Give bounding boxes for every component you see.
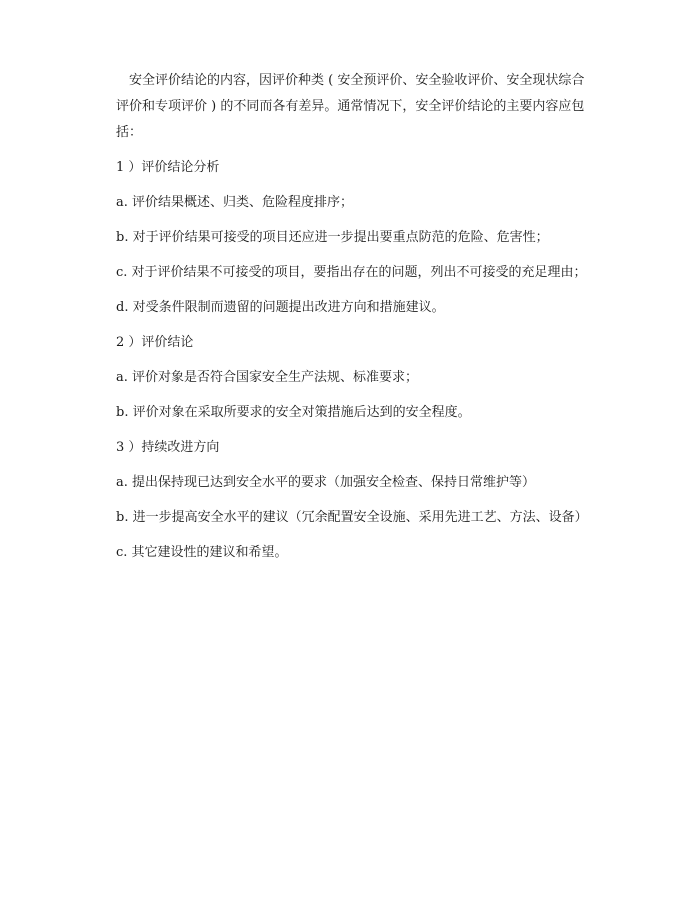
intro-paragraph: 安全评价结论的内容，因评价种类 ( 安全预评价、安全验收评价、安全现状综合评价和专项评价 ) 的不同而各有差异。通常情况下，安全评价结论的主要内容应包括： — [116, 73, 585, 140]
list-item: a. 评价结果概述、归类、危险程度排序； — [116, 195, 354, 210]
list-item: a. 评价对象是否符合国家安全生产法规、标准要求； — [116, 370, 419, 385]
section-heading-3: 3 ）持续改进方向 — [116, 440, 220, 455]
document-body — [116, 68, 592, 566]
list-item: b. 进一步提高安全水平的建议（冗余配置安全设施、采用先进工艺、方法、设备） — [116, 510, 588, 525]
list-item: d. 对受条件限制而遗留的问题提出改进方向和措施建议。 — [116, 300, 445, 315]
section-heading-1: 1 ）评价结论分析 — [116, 160, 220, 175]
list-item: c. 对于评价结果不可接受的项目，要指出存在的问题，列出不可接受的充足理由； — [116, 265, 587, 280]
list-item: b. 对于评价结果可接受的项目还应进一步提出要重点防范的危险、危害性； — [116, 230, 549, 245]
list-item: c. 其它建设性的建议和希望。 — [116, 545, 288, 560]
list-item: b. 评价对象在采取所要求的安全对策措施后达到的安全程度。 — [116, 405, 471, 420]
list-item: a. 提出保持现已达到安全水平的要求（加强安全检查、保持日常维护等） — [116, 475, 536, 490]
section-heading-2: 2 ）评价结论 — [116, 335, 194, 350]
